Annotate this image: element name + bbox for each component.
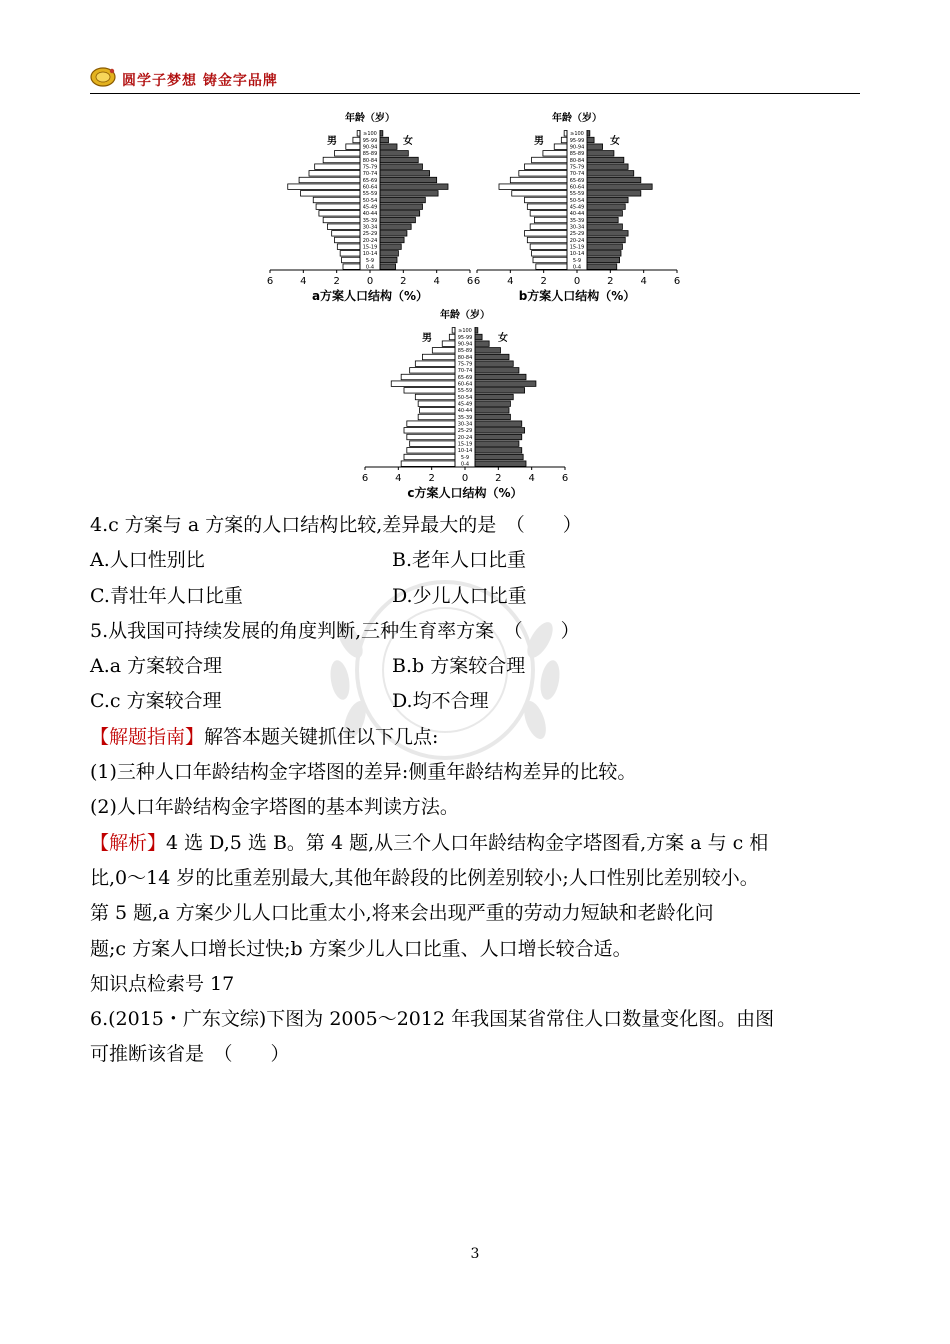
female-bar <box>475 461 526 466</box>
male-bar <box>301 191 361 196</box>
female-bar <box>380 231 407 236</box>
age-tick-label: 40-44 <box>569 211 585 218</box>
female-bar <box>475 374 526 379</box>
question-text <box>90 508 870 1073</box>
female-bar <box>475 388 525 393</box>
age-tick-label: 80-84 <box>457 354 473 361</box>
male-bar <box>418 414 455 419</box>
male-bar <box>407 421 455 426</box>
age-tick-label: 85-89 <box>569 151 585 158</box>
male-bar <box>530 244 567 249</box>
female-bar <box>587 137 594 142</box>
age-tick-label: 60-64 <box>362 184 378 191</box>
female-bar <box>475 448 522 453</box>
male-bar <box>332 231 360 236</box>
female-bar <box>587 184 652 189</box>
female-bar <box>475 414 510 419</box>
female-bar <box>380 264 396 269</box>
age-tick-label: 10-14 <box>457 448 473 455</box>
male-bar <box>564 131 567 136</box>
question-5-options-row-1 <box>90 649 870 684</box>
age-tick-label: 5-9 <box>460 454 470 461</box>
x-tick-label: 6 <box>473 276 481 287</box>
x-tick-label: 2 <box>428 473 435 484</box>
male-bar <box>432 348 455 353</box>
female-bar <box>587 204 625 209</box>
age-tick-label: 90-94 <box>362 144 378 151</box>
guide-tag: 【解题指南】 <box>90 725 205 748</box>
male-bar <box>340 251 360 256</box>
male-bar <box>527 237 567 242</box>
pyramid-charts-svg <box>255 100 695 500</box>
age-tick-label: 25-29 <box>569 231 585 238</box>
male-bar <box>404 454 455 459</box>
age-tick-label: 20-24 <box>569 237 585 244</box>
female-bar <box>587 197 628 202</box>
male-bar <box>407 434 455 439</box>
female-bar <box>475 368 519 373</box>
x-tick-label: 4 <box>395 473 402 484</box>
male-bar <box>415 394 455 399</box>
male-bar <box>410 441 455 446</box>
female-label: 女 <box>498 333 508 344</box>
male-bar <box>335 237 361 242</box>
female-bar <box>380 151 408 156</box>
age-axis-label: 年龄（岁） <box>440 310 490 321</box>
male-bar <box>525 231 568 236</box>
male-bar <box>536 264 567 269</box>
male-bar <box>319 211 360 216</box>
male-bar <box>442 341 455 346</box>
female-bar <box>587 131 590 136</box>
analysis-heading <box>90 826 870 861</box>
age-tick-label: 90-94 <box>457 341 473 348</box>
age-tick-label: 35-39 <box>457 414 473 421</box>
female-bar <box>475 381 536 386</box>
x-tick-label: 2 <box>540 276 547 287</box>
female-bar <box>475 334 482 339</box>
coin-logo-icon <box>90 66 118 88</box>
male-bar <box>353 137 360 142</box>
male-bar <box>527 204 567 209</box>
age-tick-label: 95-99 <box>362 137 378 144</box>
option-a: A.人口性别比 <box>90 549 205 572</box>
question-4-options-row-1 <box>90 543 870 578</box>
question-4-stem: 4.c 方案与 a 方案的人口结构比较,差异最大的是 （ ） <box>90 514 582 536</box>
female-bar <box>475 428 525 433</box>
female-bar <box>587 251 621 256</box>
page-number: 3 <box>470 1246 480 1262</box>
x-tick-label: 0 <box>573 276 581 287</box>
x-tick-label: 6 <box>361 473 369 484</box>
female-bar <box>380 224 411 229</box>
x-tick-label: 2 <box>333 276 340 287</box>
x-tick-label: 2 <box>400 276 407 287</box>
female-bar <box>475 441 519 446</box>
female-bar <box>475 434 522 439</box>
question-4-options-row-2 <box>90 579 870 614</box>
female-bar <box>380 204 423 209</box>
female-label: 女 <box>610 136 620 147</box>
age-tick-label: 65-69 <box>569 177 585 184</box>
age-tick-label: 25-29 <box>457 428 473 435</box>
guide-text: 解答本题关键抓住以下几点: <box>204 725 439 748</box>
female-bar <box>587 224 622 229</box>
female-bar <box>587 144 603 149</box>
analysis-line: 第 5 题,a 方案少儿人口比重太小,将来会出现严重的劳动力短缺和老龄化问 <box>90 902 714 925</box>
option-d: D.均不合理 <box>392 690 489 713</box>
female-bar <box>475 401 510 406</box>
female-bar <box>380 237 404 242</box>
female-bar <box>380 137 389 142</box>
option-c: C.c 方案较合理 <box>90 690 222 713</box>
age-tick-label: 25-29 <box>362 231 378 238</box>
analysis-first-line: 4 选 D,5 选 B。第 4 题,从三个人口年龄结构金字塔图看,方案 a 与 c 相 <box>166 831 769 854</box>
age-tick-label: 45-49 <box>457 401 473 408</box>
female-label: 女 <box>403 136 413 147</box>
male-bar <box>313 197 360 202</box>
male-bar <box>449 334 455 339</box>
age-tick-label: 10-14 <box>362 251 378 258</box>
age-tick-label: 0-4 <box>572 264 582 271</box>
age-tick-label: 85-89 <box>457 348 473 355</box>
female-bar <box>380 131 383 136</box>
female-bar <box>475 421 522 426</box>
chart-title: c方案人口结构（%） <box>407 486 523 500</box>
male-bar <box>452 328 455 333</box>
male-bar <box>525 164 568 169</box>
female-bar <box>587 217 618 222</box>
female-bar <box>475 328 478 333</box>
male-bar <box>499 184 567 189</box>
age-tick-label: 95-99 <box>457 334 473 341</box>
female-bar <box>587 157 624 162</box>
age-tick-label: ≥100 <box>570 131 584 138</box>
x-tick-label: 4 <box>640 276 647 287</box>
male-bar <box>337 244 360 249</box>
female-bar <box>475 361 513 366</box>
male-bar <box>543 151 567 156</box>
question-6-stem: 6.(2015・广东文综)下图为 2005～2012 年我国某省常住人口数量变化图。由图 <box>90 1008 775 1031</box>
male-bar <box>316 204 360 209</box>
male-bar <box>418 401 455 406</box>
male-bar <box>561 137 567 142</box>
x-tick-label: 2 <box>607 276 614 287</box>
male-bar <box>299 177 360 182</box>
age-axis-label: 年龄（岁） <box>345 113 395 124</box>
chart-title: b方案人口结构（%） <box>518 289 636 303</box>
age-tick-label: 10-14 <box>569 251 585 258</box>
age-tick-label: 75-79 <box>362 164 378 171</box>
analysis-line: 题;c 方案人口增长过快;b 方案少儿人口比重、人口增长较合适。 <box>90 937 632 960</box>
header-slogan: 圆学子梦想 铸金字品牌 <box>122 73 278 89</box>
female-bar <box>587 177 641 182</box>
age-tick-label: 70-74 <box>362 171 378 178</box>
analysis-line: 比,0～14 岁的比重差别最大,其他年龄段的比例差别较小;人口性别比差别较小。 <box>90 866 759 889</box>
female-bar <box>475 408 509 413</box>
female-bar <box>380 157 418 162</box>
age-tick-label: 70-74 <box>569 171 585 178</box>
female-bar <box>475 348 501 353</box>
male-bar <box>410 368 455 373</box>
question-5-options-row-2 <box>90 684 870 719</box>
male-bar <box>519 171 567 176</box>
x-tick-label: 2 <box>495 473 502 484</box>
female-bar <box>475 454 523 459</box>
age-tick-label: 60-64 <box>569 184 585 191</box>
female-bar <box>475 341 489 346</box>
x-tick-label: 6 <box>673 276 681 287</box>
age-tick-label: 75-79 <box>457 361 473 368</box>
male-bar <box>323 157 360 162</box>
male-bar <box>327 224 360 229</box>
x-tick-label: 6 <box>266 276 274 287</box>
guide-point: (1)三种人口年龄结构金字塔图的差异:侧重年龄结构差异的比较。 <box>90 761 637 784</box>
female-bar <box>587 164 628 169</box>
age-tick-label: 95-99 <box>569 137 585 144</box>
age-tick-label: 0-4 <box>365 264 375 271</box>
x-tick-label: 0 <box>461 473 469 484</box>
age-tick-label: 15-19 <box>362 244 378 251</box>
male-bar <box>342 257 360 262</box>
x-tick-label: 6 <box>466 276 474 287</box>
female-bar <box>380 164 423 169</box>
age-tick-label: 50-54 <box>457 394 473 401</box>
age-tick-label: 45-49 <box>362 204 378 211</box>
x-tick-label: 4 <box>300 276 307 287</box>
age-tick-label: 50-54 <box>569 197 585 204</box>
male-bar <box>525 197 568 202</box>
female-bar <box>380 144 397 149</box>
female-bar <box>587 237 625 242</box>
female-bar <box>587 244 622 249</box>
age-tick-label: 35-39 <box>569 217 585 224</box>
female-bar <box>587 231 628 236</box>
age-tick-label: ≥100 <box>458 328 472 335</box>
option-c: C.青壮年人口比重 <box>90 584 243 607</box>
x-tick-label: 6 <box>561 473 569 484</box>
population-pyramids <box>255 100 695 500</box>
age-tick-label: 55-59 <box>569 191 585 198</box>
age-tick-label: 50-54 <box>362 197 378 204</box>
analysis-tag: 【解析】 <box>90 831 167 854</box>
age-tick-label: 30-34 <box>362 224 378 231</box>
female-bar <box>587 171 634 176</box>
male-bar <box>415 361 455 366</box>
female-bar <box>380 191 438 196</box>
age-tick-label: 55-59 <box>362 191 378 198</box>
male-bar <box>554 144 567 149</box>
male-bar <box>530 211 567 216</box>
male-bar <box>401 374 455 379</box>
age-tick-label: 20-24 <box>457 434 473 441</box>
male-bar <box>315 164 360 169</box>
male-bar <box>532 251 567 256</box>
question-5-stem: 5.从我国可持续发展的角度判断,三种生育率方案 （ ） <box>90 619 580 642</box>
female-bar <box>380 251 398 256</box>
female-bar <box>587 211 622 216</box>
male-bar <box>309 171 360 176</box>
male-bar <box>534 217 567 222</box>
male-bar <box>404 388 455 393</box>
x-tick-label: 4 <box>507 276 514 287</box>
female-bar <box>380 257 397 262</box>
age-tick-label: 85-89 <box>362 151 378 158</box>
age-tick-label: ≥100 <box>363 131 377 138</box>
age-tick-label: 20-24 <box>362 237 378 244</box>
x-tick-label: 4 <box>433 276 440 287</box>
option-a: A.a 方案较合理 <box>90 655 223 678</box>
age-tick-label: 30-34 <box>457 421 473 428</box>
male-bar <box>420 408 455 413</box>
male-bar <box>357 131 360 136</box>
male-bar <box>346 144 360 149</box>
age-tick-label: 80-84 <box>569 157 585 164</box>
option-d: D.少儿人口比重 <box>392 584 527 607</box>
female-bar <box>587 151 614 156</box>
male-bar <box>391 381 455 386</box>
header-divider <box>90 93 860 94</box>
male-bar <box>343 264 360 269</box>
male-bar <box>407 448 455 453</box>
male-bar <box>404 428 455 433</box>
age-tick-label: 15-19 <box>457 441 473 448</box>
female-bar <box>475 394 513 399</box>
male-bar <box>512 191 567 196</box>
age-tick-label: 40-44 <box>457 408 473 415</box>
age-tick-label: 5-9 <box>572 257 582 264</box>
guide-point: (2)人口年龄结构金字塔图的基本判读方法。 <box>90 796 459 819</box>
age-tick-label: 0-4 <box>460 461 470 468</box>
page-header <box>90 66 860 94</box>
age-tick-label: 65-69 <box>457 374 473 381</box>
female-bar <box>380 244 401 249</box>
female-bar <box>587 191 641 196</box>
female-bar <box>380 211 420 216</box>
female-bar <box>587 257 620 262</box>
guide-heading <box>90 720 870 755</box>
age-tick-label: 80-84 <box>362 157 378 164</box>
female-bar <box>475 354 509 359</box>
age-tick-label: 5-9 <box>365 257 375 264</box>
question-6-stem-cont: 可推断该省是 （ ） <box>90 1043 290 1066</box>
female-bar <box>380 197 425 202</box>
age-tick-label: 30-34 <box>569 224 585 231</box>
female-bar <box>587 264 617 269</box>
age-tick-label: 90-94 <box>569 144 585 151</box>
age-tick-label: 60-64 <box>457 381 473 388</box>
age-tick-label: 75-79 <box>569 164 585 171</box>
male-bar <box>533 257 567 262</box>
age-tick-label: 45-49 <box>569 204 585 211</box>
male-bar <box>401 461 455 466</box>
age-tick-label: 35-39 <box>362 217 378 224</box>
male-bar <box>422 354 455 359</box>
age-tick-label: 55-59 <box>457 388 473 395</box>
male-bar <box>323 217 360 222</box>
male-label: 男 <box>534 136 544 147</box>
male-bar <box>532 157 567 162</box>
age-axis-label: 年龄（岁） <box>552 113 602 124</box>
age-tick-label: 40-44 <box>362 211 378 218</box>
chart-title: a方案人口结构（%） <box>311 289 429 303</box>
age-tick-label: 65-69 <box>362 177 378 184</box>
age-tick-label: 15-19 <box>569 244 585 251</box>
female-bar <box>380 171 430 176</box>
x-tick-label: 0 <box>366 276 374 287</box>
male-label: 男 <box>422 333 432 344</box>
female-bar <box>380 217 415 222</box>
female-bar <box>380 184 448 189</box>
male-bar <box>530 224 567 229</box>
male-bar <box>288 184 360 189</box>
x-tick-label: 4 <box>528 473 535 484</box>
female-bar <box>380 177 437 182</box>
male-bar <box>335 151 361 156</box>
male-bar <box>510 177 567 182</box>
male-label: 男 <box>327 136 337 147</box>
age-tick-label: 70-74 <box>457 368 473 375</box>
option-b: B.b 方案较合理 <box>392 655 526 678</box>
option-b: B.老年人口比重 <box>392 549 527 572</box>
knowledge-index: 知识点检索号 17 <box>90 972 235 995</box>
